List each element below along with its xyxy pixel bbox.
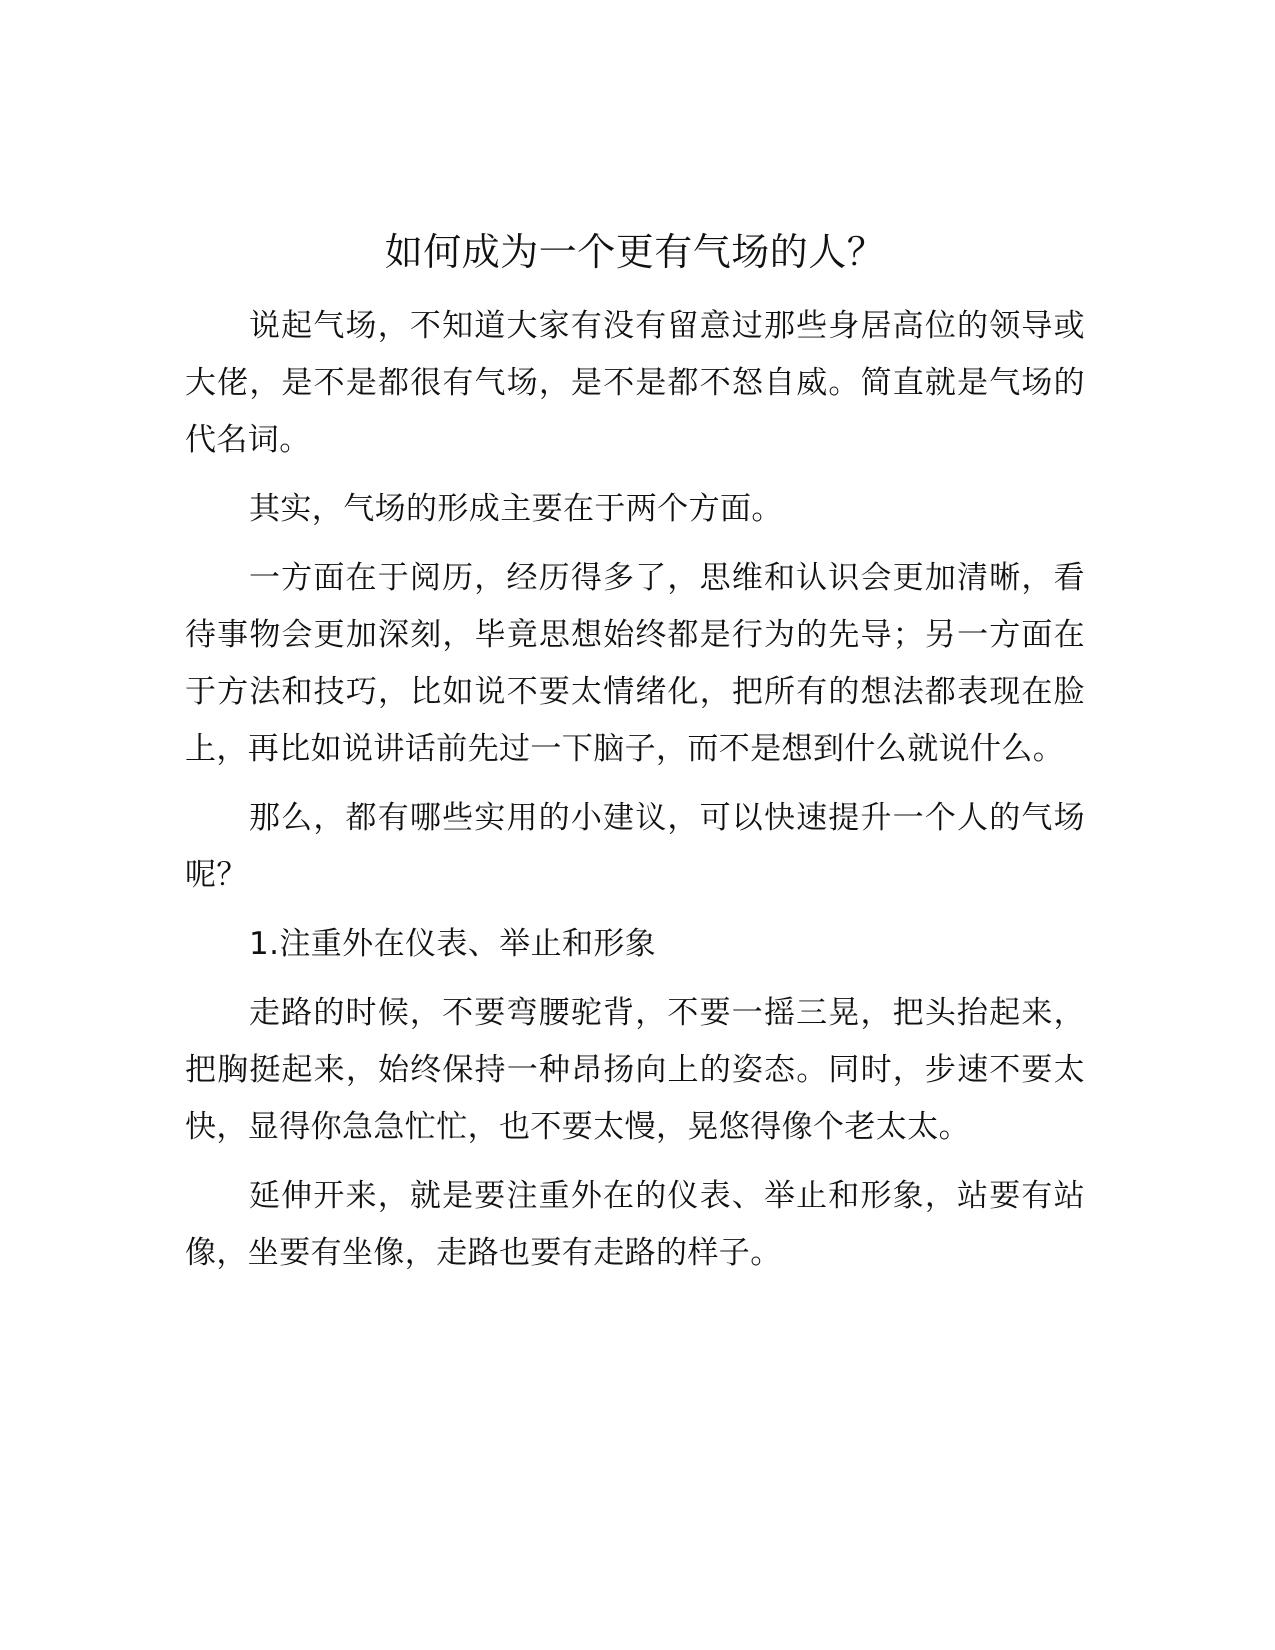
document-title: 如何成为一个更有气场的人？ [384, 230, 886, 274]
paragraph-intro: 说起气场，不知道大家有没有留意过那些身居高位的领导或大佬，是不是都很有气场，是不是都不怒自威。简直就是气场的代名词。 [185, 308, 1085, 458]
paragraph-question: 那么，都有哪些实用的小建议，可以快速提升一个人的气场呢？ [185, 800, 1085, 893]
paragraph-experience-and-skills: 一方面在于阅历，经历得多了，思维和认识会更加清晰，看待事物会更加深刻，毕竟思想始终都是行为的先导；另一方面在于方法和技巧，比如说不要太情绪化，把所有的想法都表现在脸上，再比如说讲话前先过一下脑子，而不是想到什么就说什么。 [185, 560, 1085, 767]
paragraph-appearance: 延伸开来，就是要注重外在的仪表、举止和形象，站要有站像，坐要有坐像，走路也要有走路的样子。 [185, 1178, 1085, 1271]
paragraph-two-aspects: 其实，气场的形成主要在于两个方面。 [249, 491, 783, 527]
section-heading-1: 1.注重外在仪表、举止和形象 [249, 926, 657, 962]
document-body [185, 228, 1085, 1294]
paragraph-walking: 走路的时候，不要弯腰驼背，不要一摇三晃，把头抬起来，把胸挺起来，始终保持一种昂扬向上的姿态。同时，步速不要太快，显得你急急忙忙，也不要太慢，晃悠得像个老太太。 [185, 995, 1085, 1145]
